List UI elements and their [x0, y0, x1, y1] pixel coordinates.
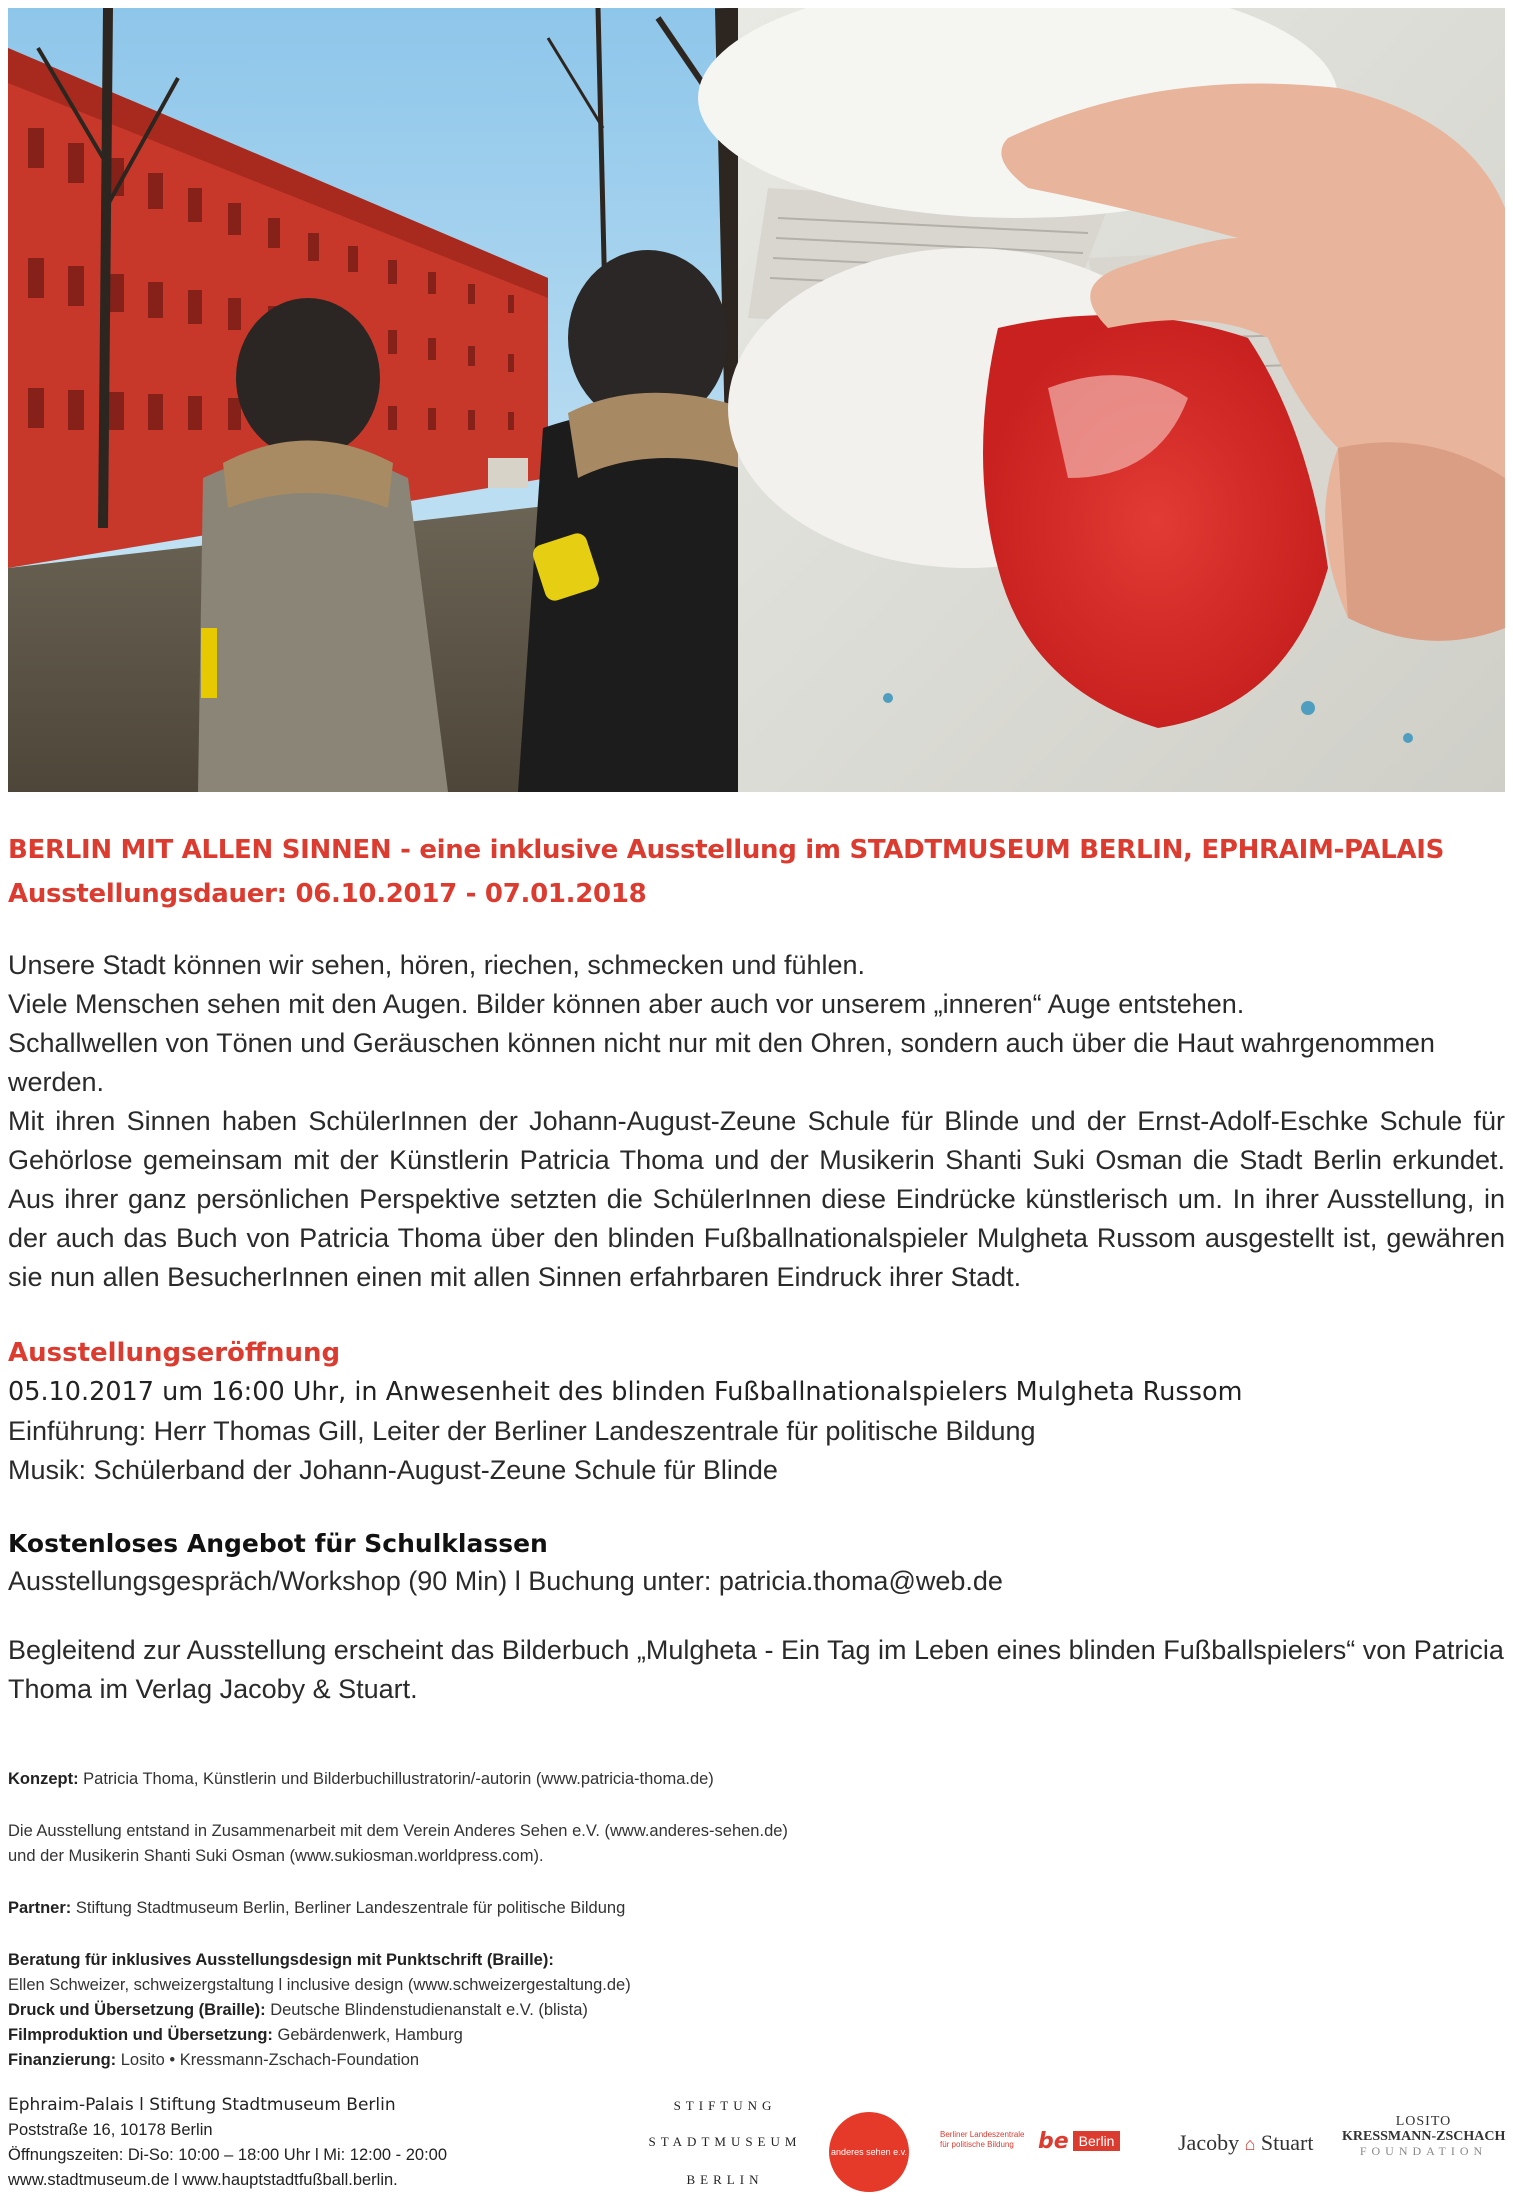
opening-guest: in Anwesenheit des blinden Fußballnationalspielers Mulgheta Russom — [346, 1377, 1243, 1407]
school-offer-title: Kostenloses Angebot für Schulklassen — [8, 1529, 548, 1558]
opening-music-line: Musik: Schülerband der Johann-August-Zeune Schule für Blinde — [8, 1455, 778, 1485]
book-text: Begleitend zur Ausstellung erscheint das Bilderbuch „Mulgheta - Ein Tag im Leben eines blinden Fußballspielers“ von Patricia Thoma im Verlag Jacoby & Stuart. — [8, 1635, 1504, 1704]
exhibition-title: BERLIN MIT ALLEN SINNEN - eine inklusive Ausstellung im STADTMUSEUM BERLIN, EPHRAIM-PALAIS — [8, 835, 1445, 865]
right-photo-hand-with-red-paint — [698, 8, 1505, 792]
losito-foundation-logo: LOSITO KRESSMANN-ZSCHACH FOUNDATION — [1342, 2114, 1506, 2158]
landeszentrale-logo: Berliner Landeszentrale für politische Bildung — [940, 2130, 1025, 2149]
opening-intro-line: Einführung: Herr Thomas Gill, Leiter der Berliner Landeszentrale für politische Bildung — [8, 1416, 1036, 1446]
credit-beratung-text: Ellen Schweizer, schweizergstaltung l inclusive design (www.schweizergestaltung.de) — [8, 1976, 631, 1994]
credit-coop-line2: und der Musikerin Shanti Suki Osman (www.sukiosman.worldpress.com). — [8, 1847, 544, 1865]
left-photo-children-town-hall — [8, 8, 798, 792]
credit-konzept: Konzept: Patricia Thoma, Künstlerin und Bilderbuchillustratorin/-autorin (www.patricia-thoma.de) — [8, 1770, 714, 1788]
venue-name: Ephraim-Palais l Stiftung Stadtmuseum Berlin — [8, 2095, 396, 2115]
book-info — [8, 1631, 1505, 1709]
credit-coop-line1: Die Ausstellung entstand in Zusammenarbeit mit dem Verein Anderes Sehen e.V. (www.anderes-sehen.de) — [8, 1822, 788, 1840]
be-berlin-logo: be Berlin — [1038, 2128, 1120, 2154]
intro-text — [8, 946, 1505, 1297]
opening-datetime: 05.10.2017 um 16:00 Uhr, — [8, 1377, 347, 1407]
credit-finanzierung: Finanzierung: Losito • Kressmann-Zschach-Foundation — [8, 2051, 420, 2069]
credit-druck: Druck und Übersetzung (Braille): Deutsche Blindenstudienanstalt e.V. (blista) — [8, 2001, 588, 2019]
school-offer — [8, 1562, 1505, 1601]
school-offer-line: Ausstellungsgespräch/Workshop (90 Min) l Buchung unter: patricia.thoma@web.de — [8, 1566, 1003, 1596]
hero-photo-collage — [8, 8, 1505, 792]
jacoby-stuart-logo: Jacoby ⌂ Stuart — [1178, 2130, 1314, 2155]
intro-paragraph: Mit ihren Sinnen haben SchülerInnen der Johann-August-Zeune Schule für Blinde und der Ernst-Adolf-Eschke Schule für Gehörlose gemeinsam mit der Künstlerin Patricia Thoma und der Musikerin Shanti Suki Osman die Stadt Berlin erkundet. Aus ihrer ganz persönlichen Perspektive setzten die SchülerInnen diese Eindrücke künstlerisch um. In ihrer Ausstellung, in der auch das Buch von Patricia Thoma über den blinden Fußballnationalspieler Mulgheta Russom ausgestellt ist, gewähren sie nun allen BesucherInnen einen mit allen Sinnen erfahrbaren Eindruck ihrer Stadt. — [8, 1106, 1505, 1292]
main-content — [8, 828, 1505, 2073]
opening-datetime-line — [8, 1373, 1505, 1412]
intro-line: Viele Menschen sehen mit den Augen. Bilder können aber auch vor unserem „inneren“ Auge entstehen. — [8, 989, 1245, 1019]
house-icon: ⌂ — [1244, 2134, 1256, 2154]
credit-beratung-label: Beratung für inklusives Ausstellungsdesign mit Punktschrift (Braille): — [8, 1951, 554, 1969]
opening-title: Ausstellungseröffnung — [8, 1338, 341, 1368]
anderes-sehen-logo: anderes sehen e.v. — [829, 2112, 909, 2192]
credits — [8, 1767, 1505, 2073]
venue-websites[interactable]: www.stadtmuseum.de l www.hauptstadtfußball.berlin. — [8, 2171, 398, 2189]
credit-film: Filmproduktion und Übersetzung: Gebärdenwerk, Hamburg — [8, 2026, 463, 2044]
exhibition-dates: Ausstellungsdauer: 06.10.2017 - 07.01.2018 — [8, 879, 647, 909]
intro-line: Unsere Stadt können wir sehen, hören, riechen, schmecken und fühlen. — [8, 950, 866, 980]
venue-hours: Öffnungszeiten: Di-So: 10:00 – 18:00 Uhr l Mi: 12:00 - 20:00 — [8, 2146, 448, 2164]
venue-address: Poststraße 16, 10178 Berlin — [8, 2121, 213, 2139]
venue-info — [8, 2093, 528, 2193]
opening-details — [8, 1412, 1505, 1490]
credit-partner: Partner: Stiftung Stadtmuseum Berlin, Berliner Landeszentrale für politische Bildung — [8, 1899, 626, 1917]
partner-logos — [640, 2098, 1505, 2202]
hero-illustration — [8, 8, 1505, 792]
stadtmuseum-logo: STIFTUNG STADTMUSEUM BERLIN — [648, 2098, 802, 2187]
intro-line: Schallwellen von Tönen und Geräuschen können nicht nur mit den Ohren, sondern auch über die Haut wahrgenommen werden. — [8, 1028, 1435, 1097]
